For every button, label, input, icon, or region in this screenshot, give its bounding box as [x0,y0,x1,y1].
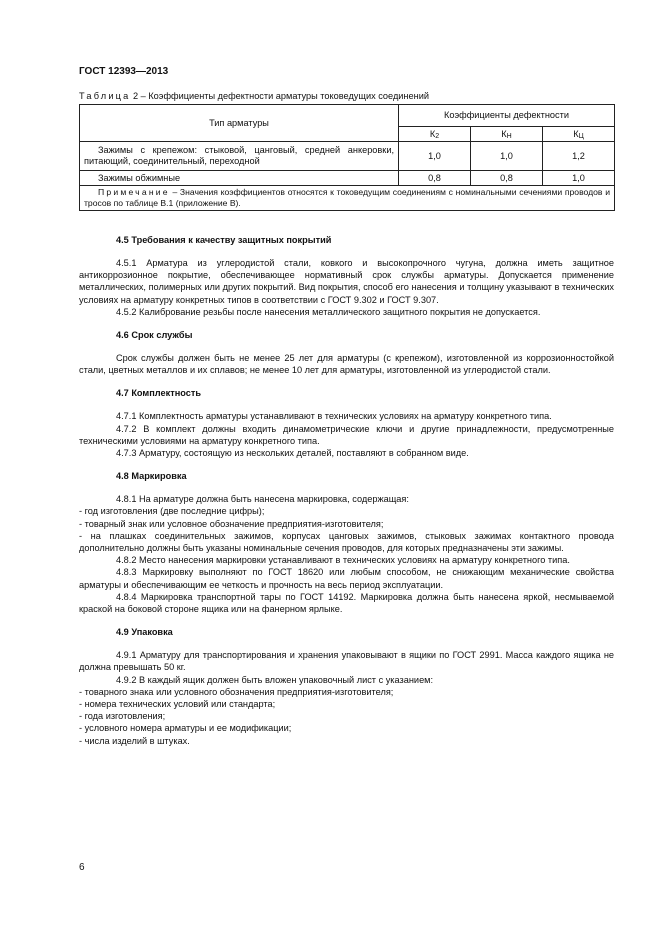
table-row [80,142,615,171]
section-title-4-5: 4.5 Требования к качеству защитных покрытий [116,235,332,245]
k-subscript: 2 [435,133,440,140]
column-header-type: Тип арматуры [80,105,399,142]
paragraph-4-7-1: 4.7.1 Комплектность арматуры устанавливают в технических условиях на арматуру конкретного типа. [116,411,552,422]
table-caption-word: Таблица [79,91,131,101]
list-item: - товарный знак или условное обозначение предприятия-изготовителя; [79,518,384,529]
list-item: - номера технических условий или стандарта; [79,699,276,710]
section-title-4-6: 4.6 Срок службы [116,330,193,341]
k-subscript: Ц [578,133,584,140]
k-header-3 [542,127,614,142]
row-value-cell: 0,8 [399,171,471,186]
list-item: - год изготовления (две последние цифры); [79,506,265,517]
document-header: ГОСТ 12393—2013 [79,66,169,77]
row-type-cell: Зажимы обжимные [80,171,399,186]
k-header-2 [470,127,542,142]
row-value-cell: 1,0 [542,171,614,186]
note-text: – Значения коэффициентов относятся к токоведущим соединениям с номинальными сечениями проводов и тросов по таблице В.1 (приложение В). [84,187,610,209]
page-number: 6 [79,862,85,873]
table-caption [79,90,429,102]
paragraph-4-9-1: 4.9.1 Арматуру для транспортирования и хранения упаковывают в ящики по ГОСТ 2991. Масса каждого ящика не должна превышать 50 кг. [79,650,614,673]
table-note [80,186,615,211]
document-body [79,234,614,747]
table-row [80,171,615,186]
section-title-4-8: 4.8 Маркировка [116,471,187,482]
section-title-4-9: 4.9 Упаковка [116,627,173,638]
k-subscript: Н [506,133,512,140]
note-word: Примечание [98,187,170,198]
paragraph-4-5-1: 4.5.1 Арматура из углеродистой стали, ковкого и высокопрочного чугуна, должна иметь защитное антикоррозионное покрытие, обеспечивающее нормативный срок службы арматуры. Допускается применение металлических, полимерных или других покрытий. Вид покрытия, способ его нанесения и толщину указывают в технических условиях на арматуру конкретных типов в соответствии с ГОСТ 9.302 и ГОСТ 9.307. [79,258,614,305]
defect-coefficients-table [79,104,615,211]
k-header-1 [399,127,471,142]
list-item: - года изготовления; [79,711,166,722]
column-header-coefficients: Коэффициенты дефектности [399,105,615,127]
paragraph-4-6: Срок службы должен быть не менее 25 лет для арматуры (с крепежом), изготовленной из коррозионностойкой стали, цветных металлов и их сплавов; не менее 10 лет для арматуры, изготовленной из углеродистой стали. [79,353,614,376]
k-symbol: К [429,129,436,139]
table-caption-text: 2 – Коэффициенты дефектности арматуры токоведущих соединений [130,91,429,101]
list-item: - числа изделий в штуках. [79,735,190,746]
row-value-cell: 0,8 [470,171,542,186]
paragraph-4-8-2: 4.8.2 Место нанесения маркировки устанавливают в технических условиях на арматуру конкретного типа. [116,555,570,566]
section-title-4-7: 4.7 Комплектность [116,388,201,399]
row-value-cell: 1,2 [542,142,614,171]
paragraph-4-8-1: 4.8.1 На арматуре должна быть нанесена маркировка, содержащая: [116,494,409,505]
list-item: - условного номера арматуры и ее модификации; [79,723,292,734]
k-symbol: К [501,129,507,139]
paragraph-4-5-2: 4.5.2 Калибрование резьбы после нанесения металлического защитного покрытия не допускается. [116,306,541,317]
table-note-row [80,186,615,211]
paragraph-4-9-2: 4.9.2 В каждый ящик должен быть вложен упаковочный лист с указанием: [116,674,434,685]
list-item: - товарного знака или условного обозначения предприятия-изготовителя; [79,686,394,697]
row-value-cell: 1,0 [470,142,542,171]
paragraph-4-8-3: 4.8.3 Маркировку выполняют по ГОСТ 18620 или любым способом, не снижающим механические свойства арматуры и обеспечивающим ее четкость и прочность на весь период эксплуатации. [79,567,614,590]
list-item: - на плашках соединительных зажимов, корпусах цанговых зажимов, стыковых зажимах контактного провода дополнительно должны быть указаны номинальные сечения проводов, для которых предназначены эти зажимы. [79,530,614,554]
k-symbol: К [573,129,579,139]
row-type-cell: Зажимы с крепежом: стыковой, цанговый, средней анкеровки, питающий, соединительный, переходной [80,142,399,171]
paragraph-4-8-4: 4.8.4 Маркировка транспортной тары по ГОСТ 14192. Маркировка должна быть нанесена яркой, несмываемой краской на боковой стороне ящика или на фанерном ярлыке. [79,591,614,615]
paragraph-4-7-3: 4.7.3 Арматуру, состоящую из нескольких деталей, поставляют в собранном виде. [116,448,469,459]
paragraph-4-7-2: 4.7.2 В комплект должны входить динамометрические ключи и другие принадлежности, предусмотренные техническими условиями на арматуру конкретного типа. [79,423,614,446]
row-value-cell: 1,0 [399,142,471,171]
